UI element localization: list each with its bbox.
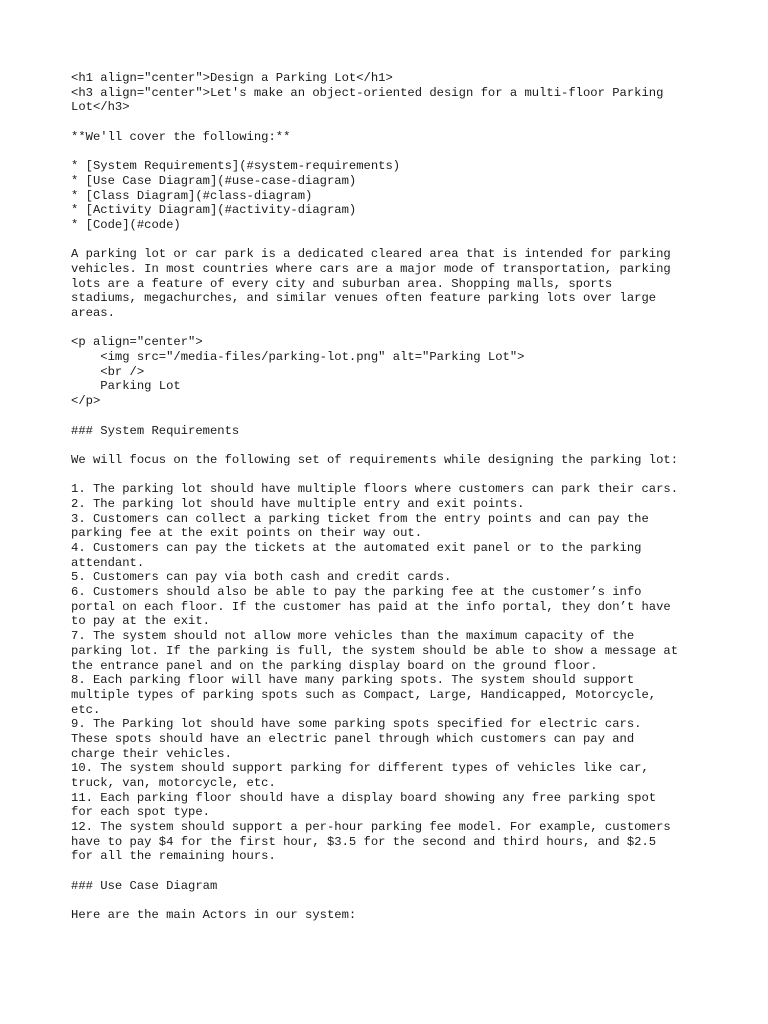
text-line: <h1 align="center">Design a Parking Lot</h1>: [71, 71, 393, 85]
text-line: 2. The parking lot should have multiple entry and exit points.: [71, 496, 525, 511]
blank-line: [71, 409, 731, 424]
blank-line: [71, 115, 731, 130]
text-line: lots are a feature of every city and suburban area. Shopping malls, sports: [71, 276, 613, 291]
text-line: 5. Customers can pay via both cash and credit cards.: [71, 570, 452, 585]
text-line: parking lot. If the parking is full, the system should be able to show a message at: [71, 643, 679, 658]
text-line: Here are the main Actors in our system:: [71, 908, 357, 923]
text-line: 3. Customers can collect a parking ticket from the entry points and can pay the: [71, 511, 649, 526]
system-requirements-heading: [71, 424, 731, 439]
html-header: [71, 71, 731, 115]
text-line: charge their vehicles.: [71, 746, 232, 761]
text-line: for each spot type.: [71, 805, 210, 820]
text-line: etc.: [71, 702, 101, 717]
use-case-heading: [71, 879, 731, 894]
text-line: * [Code](#code): [71, 217, 181, 232]
text-line: Parking Lot: [71, 379, 181, 394]
text-line: <h3 align="center">Let's make an object-oriented design for a multi-floor Parking: [71, 85, 664, 100]
text-line: multiple types of parking spots such as Compact, Large, Handicapped, Motorcycle,: [71, 687, 657, 702]
text-line: * [Use Case Diagram](#use-case-diagram): [71, 173, 357, 188]
text-line: <img src="/media-files/parking-lot.png" alt="Parking Lot">: [71, 350, 525, 365]
document-page: [71, 71, 731, 923]
requirements-list: [71, 482, 731, 864]
text-line: <br />: [71, 364, 145, 379]
text-line: stadiums, megachurches, and similar venues often feature parking lots over large: [71, 291, 657, 306]
text-line: 4. Customers can pay the tickets at the automated exit panel or to the parking: [71, 541, 642, 555]
intro-paragraph: [71, 247, 731, 320]
text-line: to pay at the exit.: [71, 614, 210, 629]
text-line: A parking lot or car park is a dedicated cleared area that is intended for parking: [71, 247, 671, 262]
text-line: 10. The system should support parking for different types of vehicles like car,: [71, 761, 649, 776]
text-line: 12. The system should support a per-hour parking fee model. For example, customers: [71, 820, 671, 835]
text-line: 7. The system should not allow more vehicles than the maximum capacity of the: [71, 629, 635, 644]
text-line: 9. The Parking lot should have some parking spots specified for electric cars.: [71, 717, 642, 732]
text-line: have to pay $4 for the first hour, $3.5 for the second and third hours, and $2.5: [71, 834, 657, 849]
text-line: * [Activity Diagram](#activity-diagram): [71, 203, 357, 218]
text-line: vehicles. In most countries where cars are a major mode of transportation, parking: [71, 261, 671, 276]
text-line: </p>: [71, 394, 101, 409]
blank-line: [71, 468, 731, 483]
text-line: ### Use Case Diagram: [71, 878, 218, 893]
text-line: for all the remaining hours.: [71, 849, 276, 864]
blank-line: [71, 438, 731, 453]
blank-line: [71, 864, 731, 879]
text-line: 8. Each parking floor will have many parking spots. The system should support: [71, 673, 635, 688]
text-line: * [Class Diagram](#class-diagram): [71, 188, 313, 203]
blank-line: [71, 321, 731, 336]
cover-heading: [71, 130, 731, 145]
text-line: ### System Requirements: [71, 423, 240, 438]
text-line: Lot</h3>: [71, 100, 130, 115]
blank-line: [71, 144, 731, 159]
blank-line: [71, 894, 731, 909]
text-line: We will focus on the following set of requirements while designing the parking lot:: [71, 452, 679, 467]
text-line: parking fee at the exit points on their way out.: [71, 526, 423, 541]
text-line: attendant.: [71, 555, 145, 570]
toc-list: [71, 159, 731, 232]
document-content: [71, 71, 731, 923]
text-line: * [System Requirements](#system-requirements): [71, 159, 401, 174]
text-line: truck, van, motorcycle, etc.: [71, 776, 276, 790]
image-block: [71, 335, 731, 408]
requirements-intro: [71, 453, 731, 468]
text-line: 6. Customers should also be able to pay the parking fee at the customer’s info: [71, 585, 642, 600]
text-line: <p align="center">: [71, 335, 203, 350]
text-line: areas.: [71, 306, 115, 320]
text-line: **We'll cover the following:**: [71, 129, 291, 144]
text-line: 1. The parking lot should have multiple floors where customers can park their cars.: [71, 482, 679, 497]
text-line: These spots should have an electric panel through which customers can pay and: [71, 731, 635, 746]
text-line: portal on each floor. If the customer has paid at the info portal, they don’t have: [71, 599, 671, 614]
text-line: the entrance panel and on the parking display board on the ground floor.: [71, 658, 598, 673]
blank-line: [71, 233, 731, 248]
text-line: 11. Each parking floor should have a display board showing any free parking spot: [71, 790, 657, 805]
actors-intro: [71, 908, 731, 923]
